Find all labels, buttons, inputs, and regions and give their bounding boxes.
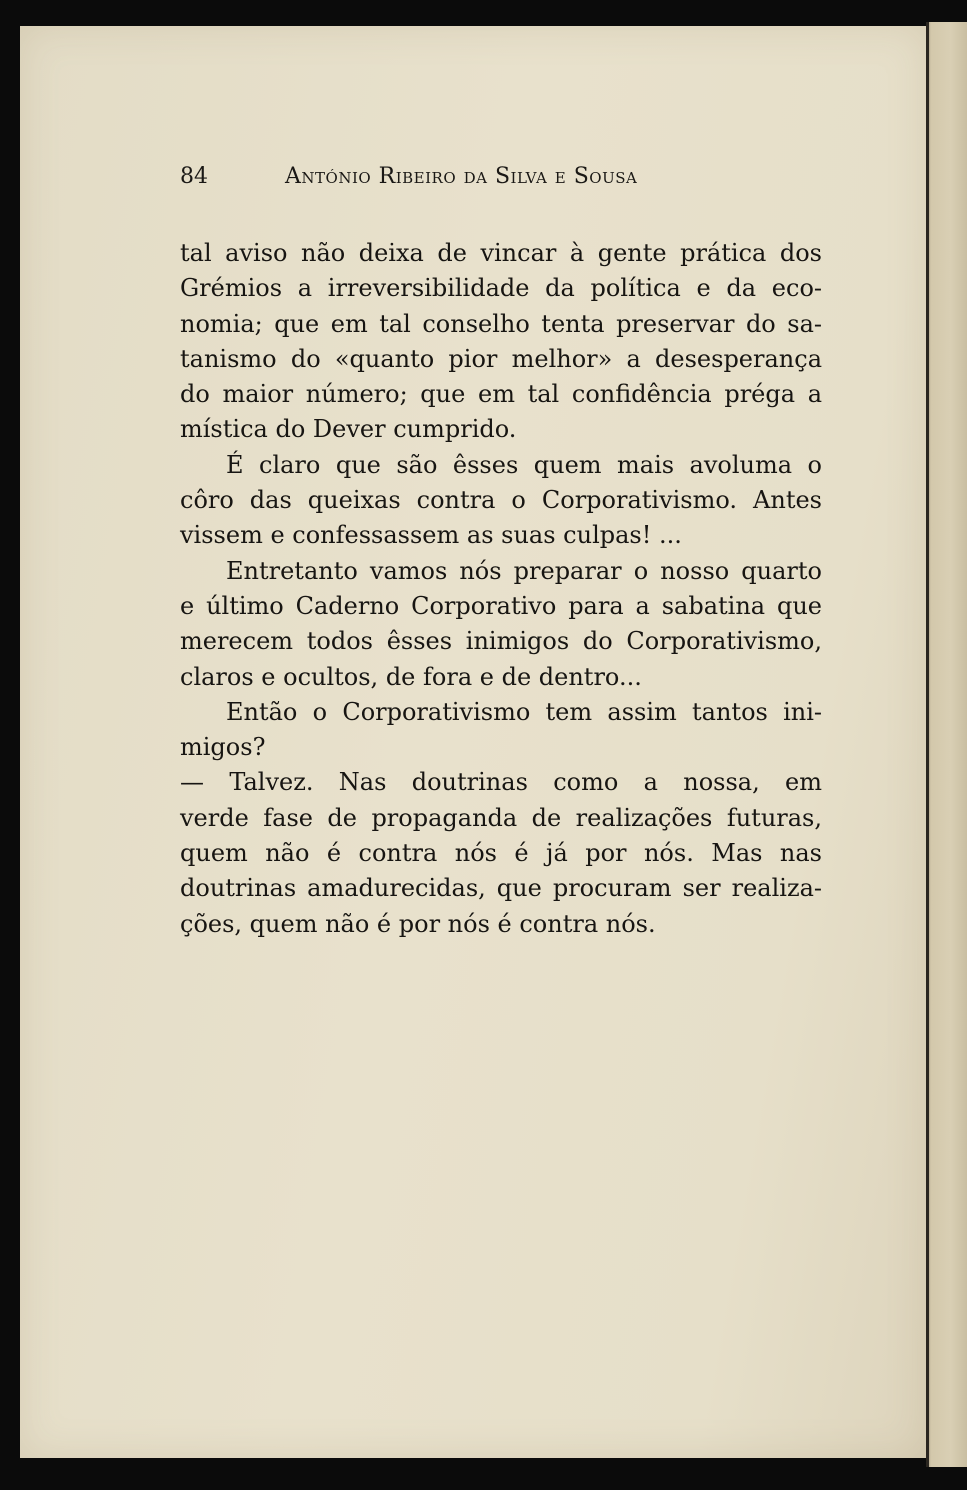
text-line: vissem e confessassem as suas culpas! ... <box>180 521 682 550</box>
page-gutter <box>926 22 929 1467</box>
text-line: tanismo do «quanto pior melhor» a desesperança <box>180 344 822 373</box>
text-line: do maior número; que em tal confidência préga a <box>180 380 822 409</box>
text-line: Entretanto vamos nós preparar o nosso quarto <box>226 556 822 585</box>
text-line: quem não é contra nós é já por nós. Mas nas <box>180 839 822 868</box>
body-text <box>180 236 822 942</box>
text-line: nomia; que em tal conselho tenta preservar do sa- <box>180 309 822 338</box>
running-header <box>180 160 820 196</box>
text-line: Grémios a irreversibilidade da política e da eco- <box>180 274 822 303</box>
text-line: — Talvez. Nas doutrinas como a nossa, em <box>180 768 822 797</box>
next-page-edge <box>926 22 967 1467</box>
text-line: e último Caderno Corporativo para a sabatina que <box>180 591 822 620</box>
text-line: mística do Dever cumprido. <box>180 415 517 444</box>
text-line: ções, quem não é por nós é contra nós. <box>180 909 656 938</box>
text-line: merecem todos êsses inimigos do Corporativismo, <box>180 627 822 656</box>
running-title: António Ribeiro da Silva e Sousa <box>285 164 638 189</box>
page-number: 84 <box>180 164 208 189</box>
text-line: côro das queixas contra o Corporativismo. Antes <box>180 486 822 515</box>
text-line: tal aviso não deixa de vincar à gente prática dos <box>180 239 822 267</box>
text-line: migos? <box>180 733 266 762</box>
text-line: verde fase de propaganda de realizações futuras, <box>180 803 822 832</box>
text-line: doutrinas amadurecidas, que procuram ser realiza- <box>180 874 822 903</box>
text-line: Então o Corporativismo tem assim tantos ini- <box>226 697 822 726</box>
text-line: É claro que são êsses quem mais avoluma o <box>226 450 822 479</box>
text-line: claros e ocultos, de fora e de dentro... <box>180 662 642 691</box>
